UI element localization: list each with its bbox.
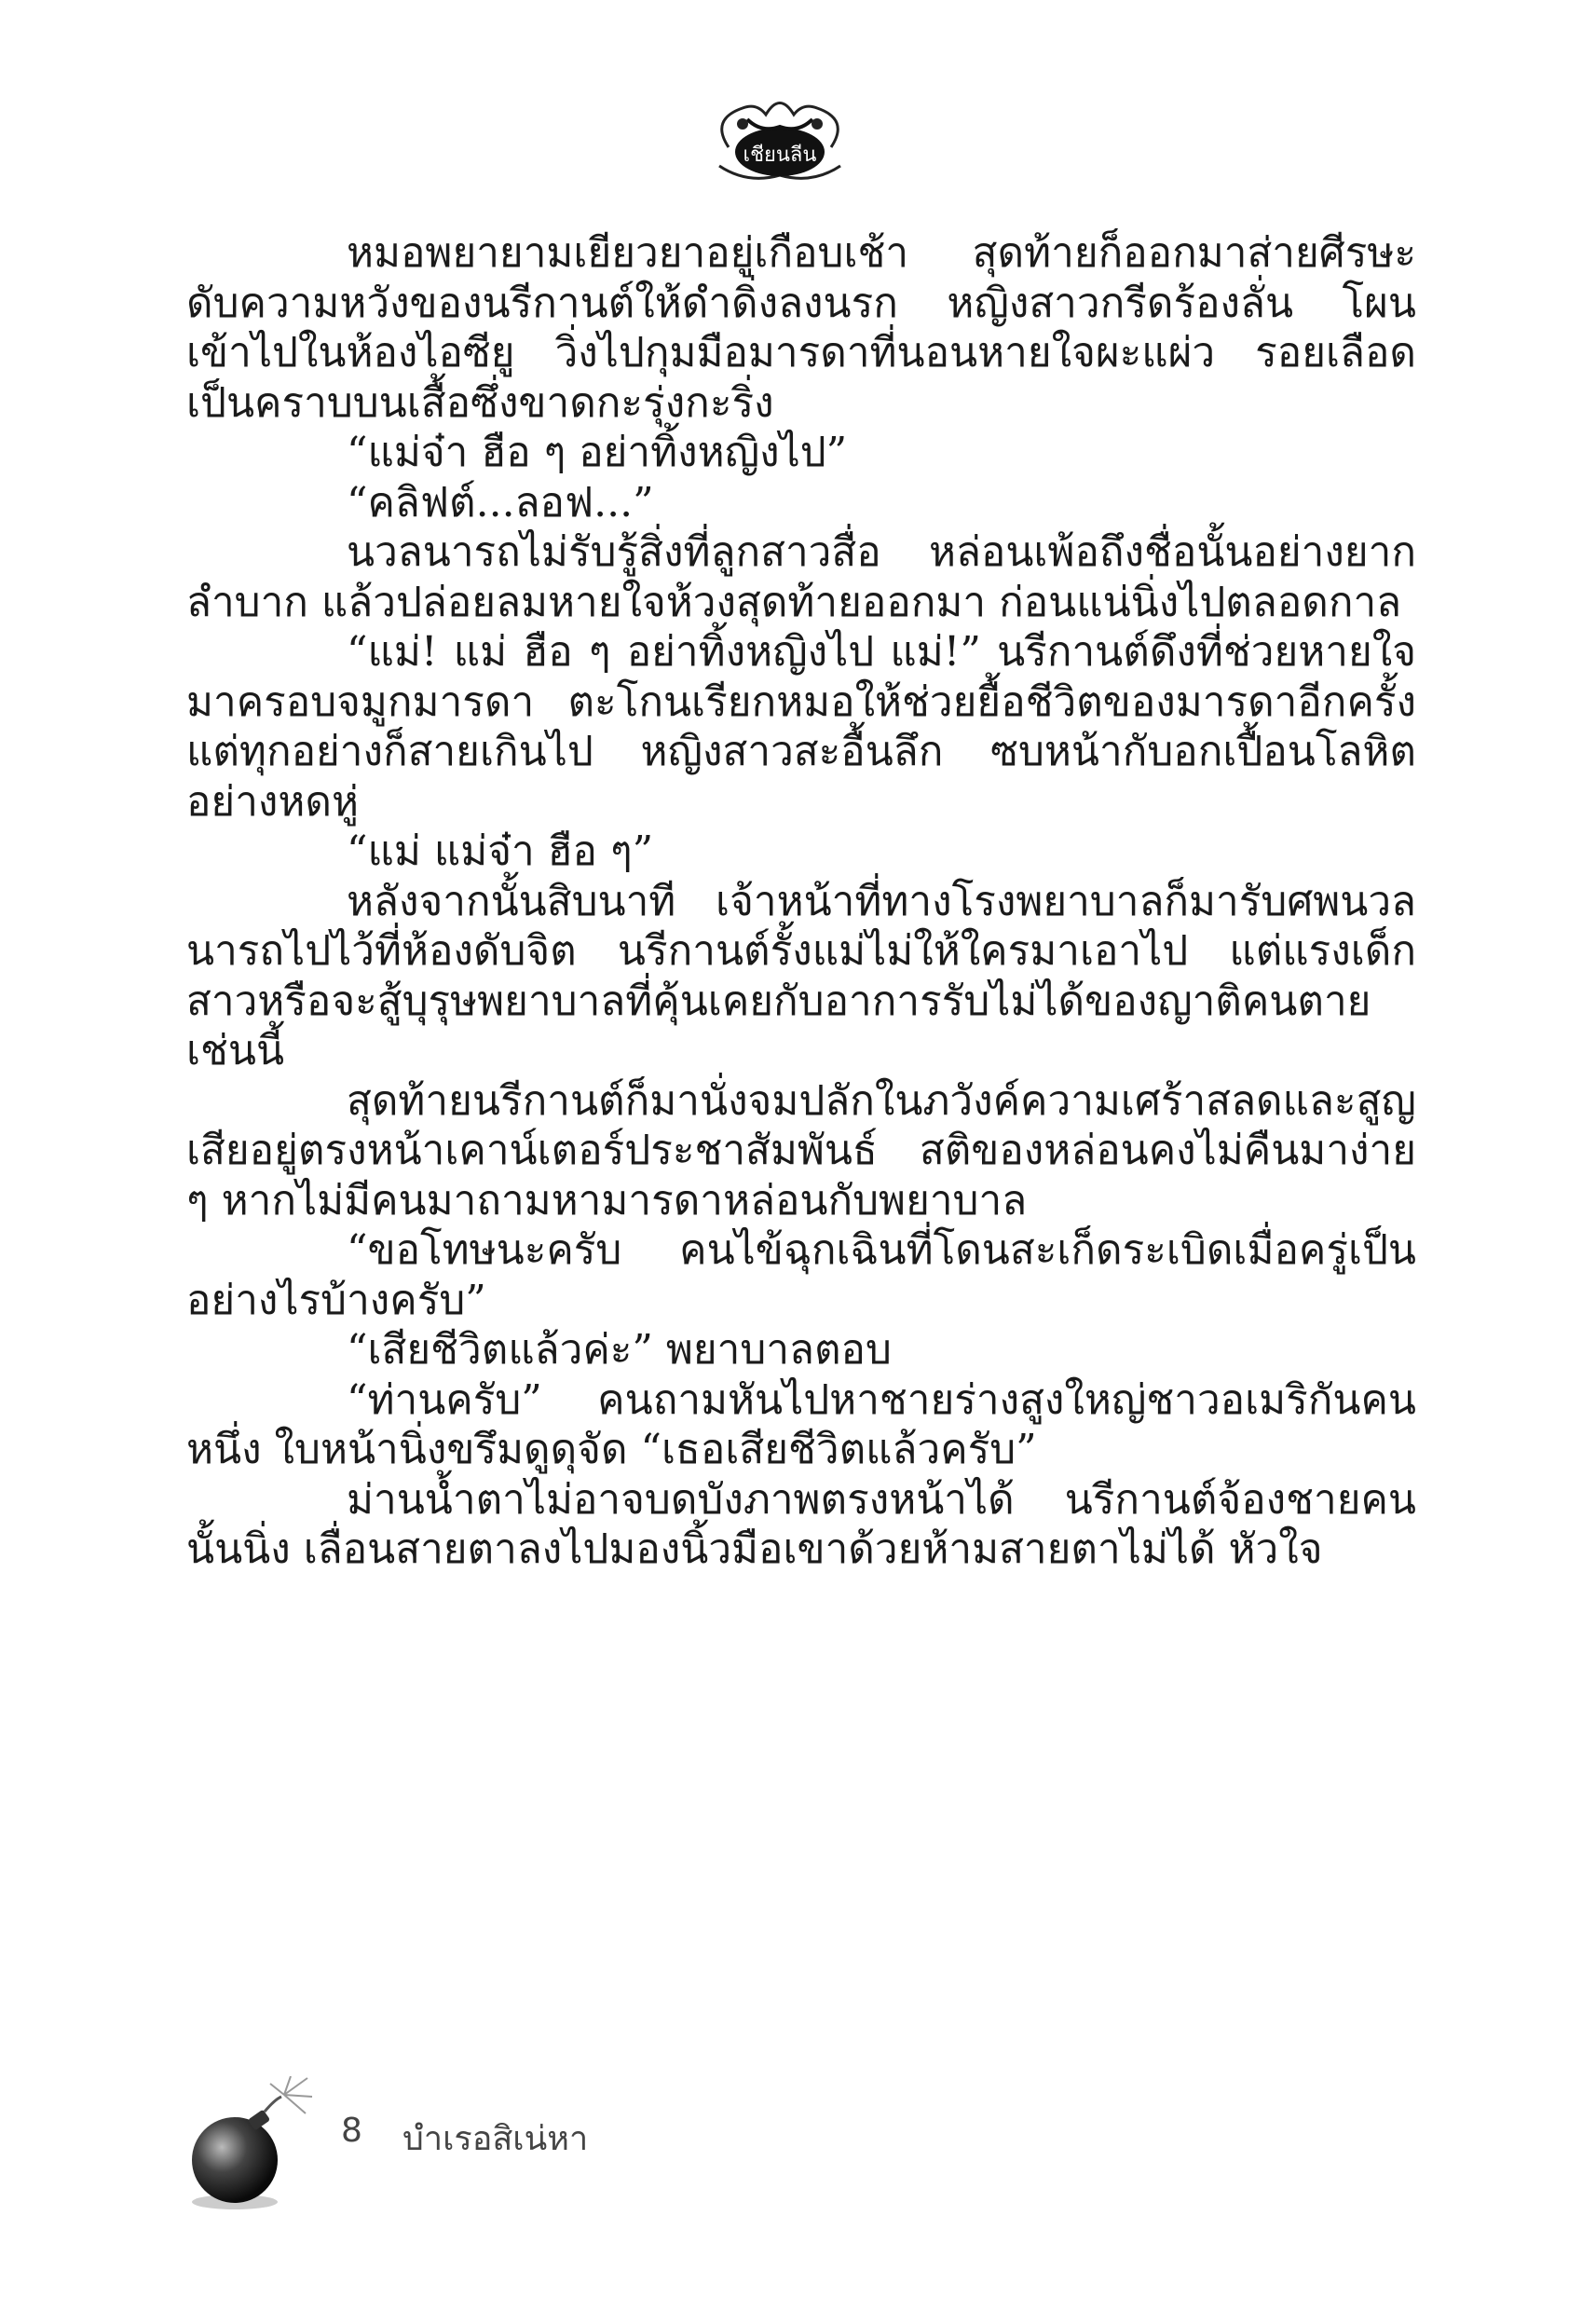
book-title: บำเรอสิเน่หา xyxy=(402,2120,589,2158)
bomb-icon xyxy=(177,2076,335,2216)
paragraph: “คลิฟต์...ลอฟ...” xyxy=(347,478,654,526)
page-number: 8 xyxy=(341,2112,362,2150)
paragraph: สุดท้ายนรีกานต์ก็มานั่งจมปลักในภวังค์ความเศร้าสลดและสูญเสียอยู่ตรงหน้าเคาน์เตอร์ประชาสัมพันธ์ สติของหล่อนคงไม่คืนมาง่าย ๆ หากไม่มีคนมาถามหามารดาหล่อนกับพยาบาล xyxy=(186,1076,1416,1224)
paragraph: “แม่! แม่ ฮือ ๆ อย่าทิ้งหญิงไป แม่!” นรีกานต์ดึงที่ช่วยหายใจมาครอบจมูกมารดา ตะโกนเรียกหมอให้ช่วยยื้อชีวิตของมารดาอีกครั้ง แต่ทุกอย่างก็สายเกินไป หญิงสาวสะอื้นลึก ซบหน้ากับอกเปื้อนโลหิตอย่างหดหู่ xyxy=(186,628,1416,826)
publisher-logo xyxy=(691,82,868,194)
paragraph: “เสียชีวิตแล้วค่ะ” พยาบาลตอบ xyxy=(347,1326,892,1374)
publisher-emblem-icon xyxy=(719,103,840,179)
paragraph: “แม่ แม่จ๋า ฮือ ๆ” xyxy=(347,827,654,875)
paragraph: “ท่านครับ” คนถามหันไปหาชายร่างสูงใหญ่ชาวอเมริกันคนหนึ่ง ใบหน้านิ่งขรึมดูดุจัด “เธอเสียชีวิตแล้วครับ” xyxy=(186,1375,1416,1473)
paragraph: ม่านน้ำตาไม่อาจบดบังภาพตรงหน้าได้ นรีกานต์จ้องชายคนนั้นนิ่ง เลื่อนสายตาลงไปมองนิ้วมือเขาด้วยห้ามสายตาไม่ได้ หัวใจ xyxy=(186,1475,1416,1573)
paragraph: นวลนารถไม่รับรู้สิ่งที่ลูกสาวสื่อ หล่อนเพ้อถึงชื่อนั้นอย่างยากลำบาก แล้วปล่อยลมหายใจห้วงสุดท้ายออกมา ก่อนแน่นิ่งไปตลอดกาล xyxy=(186,528,1416,626)
paragraph: หมอพยายามเยียวยาอยู่เกือบเช้า สุดท้ายก็ออกมาส่ายศีรษะดับความหวังของนรีกานต์ให้ดำดิ่งลงนรก หญิงสาวกรีดร้องลั่น โผนเข้าไปในห้องไอซียู วิ่งไปกุมมือมารดาที่นอนหายใจผะแผ่ว รอยเลือดเป็นคราบบนเสื้อซึ่งขาดกะรุ่งกะริ่ง xyxy=(186,229,1416,427)
body-text xyxy=(186,228,1416,1575)
logo-text: เชียนลีน xyxy=(743,144,817,167)
paragraph: หลังจากนั้นสิบนาที เจ้าหน้าที่ทางโรงพยาบาลก็มารับศพนวลนารถไปไว้ที่ห้องดับจิต นรีกานต์รั้งแม่ไม่ให้ใครมาเอาไป แต่แรงเด็กสาวหรือจะสู้บุรุษพยาบาลที่คุ้นเคยกับอาการรับไม่ได้ของญาติคนตายเช่นนี้ xyxy=(186,877,1416,1074)
paragraph: “ขอโทษนะครับ คนไข้ฉุกเฉินที่โดนสะเก็ดระเบิดเมื่อครู่เป็นอย่างไรบ้างครับ” xyxy=(186,1226,1416,1324)
paragraph: “แม่จ๋า ฮือ ๆ อย่าทิ้งหญิงไป” xyxy=(347,429,848,476)
